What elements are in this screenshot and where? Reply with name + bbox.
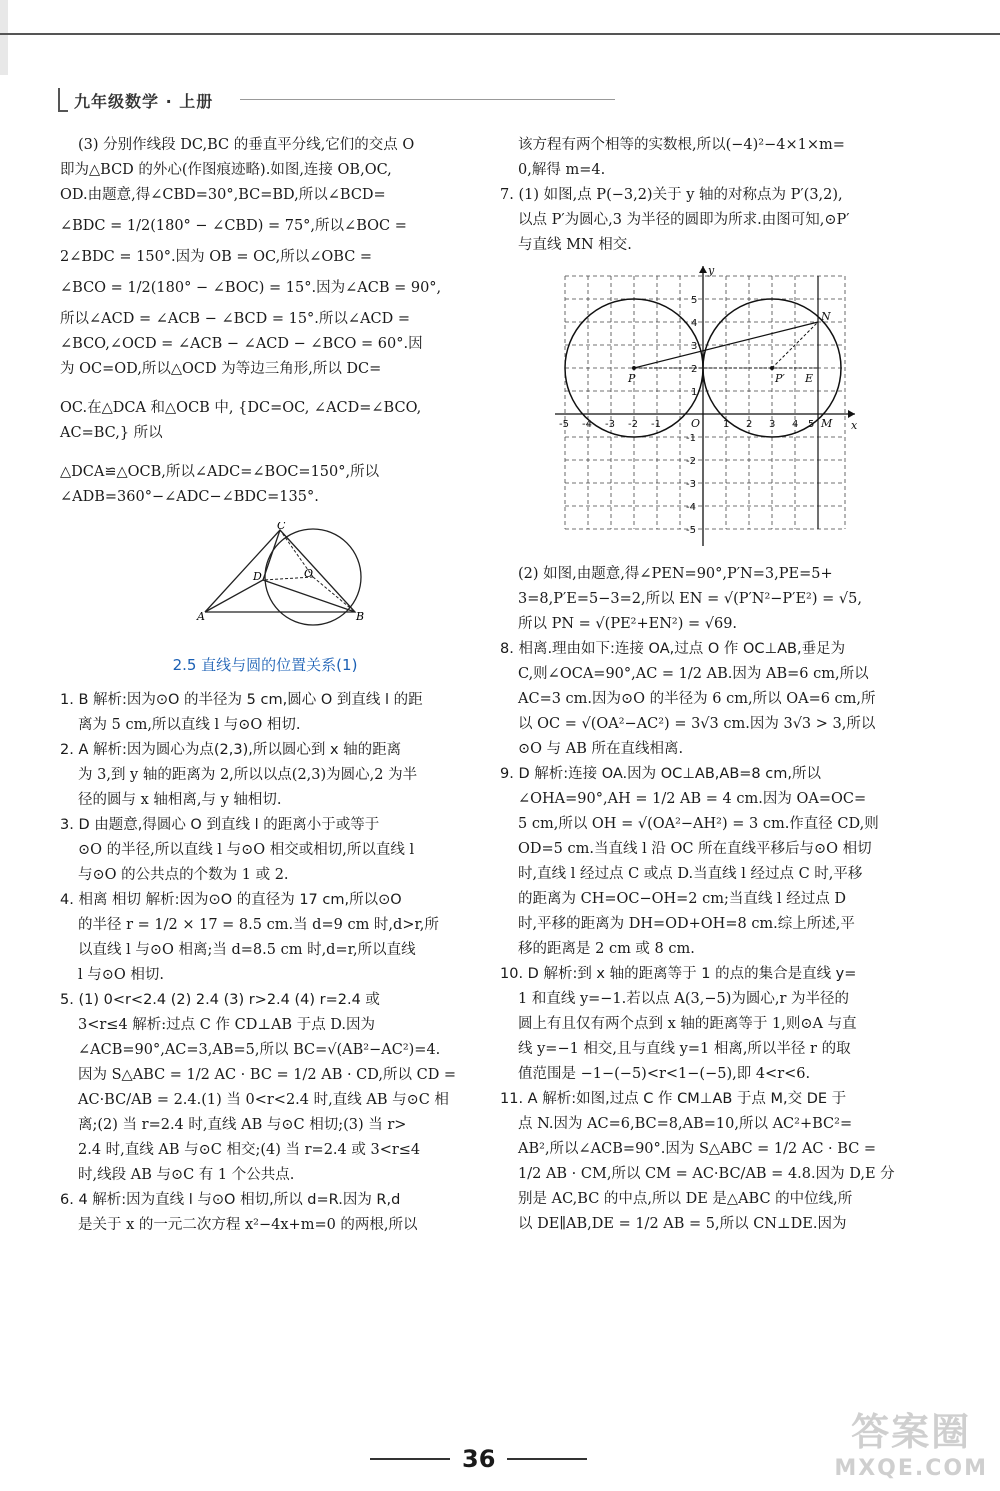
text-line: 即为△BCD 的外心(作图痕迹略).如图,连接 OB,OC,	[60, 162, 392, 178]
text-line: 移的距离是 2 cm 或 8 cm.	[518, 941, 695, 957]
running-header	[58, 88, 213, 112]
text-line: ∠BCO,∠OCD = ∠ACB − ∠ACD − ∠BCO = 60°.因	[60, 336, 423, 352]
point-p	[632, 366, 636, 370]
text-line: 11. A 解析:如图,过点 C 作 CM⊥AB 于点 M,交 DE 于	[500, 1091, 847, 1107]
site-watermark	[834, 1401, 988, 1481]
y-tick: -4	[686, 502, 696, 513]
y-tick: 1	[691, 387, 698, 398]
text-line: 以 OC = √(OA²−AC²) = 3√3 cm.因为 3√3 > 3,所以	[518, 716, 876, 732]
text-line: 4. 相离 相切 解析:因为⊙O 的直径为 17 cm,所以⊙O	[60, 892, 402, 908]
text-line: 7. (1) 如图,点 P(−3,2)关于 y 轴的对称点为 P′(3,2),	[500, 187, 843, 203]
watermark-url: MXQE.COM	[834, 1456, 988, 1481]
segment-dc	[263, 530, 280, 580]
text-line: ∠ACB=90°,AC=3,AB=5,所以 BC=√(AB²−AC²)=4.	[78, 1042, 441, 1058]
coordinate-graph	[555, 266, 865, 556]
text-line: AC·BC/AB = 2.4.(1) 当 0<r<2.4 时,直线 AB 与⊙C 相	[78, 1092, 449, 1108]
text-line: ⊙O 与 AB 所在直线相离.	[518, 741, 684, 757]
item-1	[60, 688, 470, 738]
text-line: 3. D 由题意,得圆心 O 到直线 l 的距离小于或等于	[60, 817, 380, 833]
page-number: 36	[462, 1445, 496, 1473]
grid	[565, 276, 845, 529]
right-column	[500, 133, 912, 1237]
text-line: (2) 如图,由题意,得∠PEN=90°,P′N=3,PE=5+	[518, 566, 833, 582]
x-tick: 2	[746, 419, 753, 430]
text-line: ⊙O 的半径,所以直线 l 与⊙O 相交或相切,所以直线 l	[78, 842, 415, 858]
text-line: 以点 P′为圆心,3 为半径的圆即为所求.由图可知,⊙P′	[518, 212, 850, 228]
text-line: 0,解得 m=4.	[518, 162, 606, 178]
y-tick: -3	[686, 479, 696, 490]
label-e: E	[805, 372, 814, 385]
text-line: 值范围是 −1−(−5)<r<1−(−5),即 4<r<6.	[518, 1066, 811, 1082]
triangle-circle-figure	[195, 522, 375, 627]
text-line: 点 N.因为 AC=6,BC=8,AB=10,所以 AC²+BC²=	[518, 1116, 853, 1132]
text-line: 1. B 解析:因为⊙O 的半径为 5 cm,圆心 O 到直线 l 的距	[60, 692, 423, 708]
item-4	[60, 888, 470, 988]
text-line: 的距离为 CH=OC−OH=2 cm;当直线 l 经过点 D	[518, 891, 846, 907]
text-line: C,则∠OCA=90°,AC = 1/2 AB.因为 AB=6 cm,所以	[518, 666, 869, 682]
text-line: 时,线段 AB 与⊙C 有 1 个公共点.	[78, 1167, 295, 1183]
page-footer	[370, 1445, 587, 1473]
text-line: 所以∠ACD = ∠ACB − ∠BCD = 15°.所以∠ACD =	[60, 311, 411, 327]
y-axis-label: y	[708, 266, 715, 277]
page-corner-shade	[0, 0, 8, 75]
text-line: 5 cm,所以 OH = √(OA²−AH²) = 3 cm.作直径 CD,则	[518, 816, 879, 832]
text-line: 9. D 解析:连接 OA.因为 OC⊥AB,AB=8 cm,所以	[500, 766, 821, 782]
item-8	[500, 637, 912, 762]
text-line: 时,直线 l 经过点 C 或点 D.当直线 l 经过点 C 时,平移	[518, 866, 863, 882]
top-border-line	[0, 33, 1000, 35]
text-line: 以 DE∥AB,DE = 1/2 AB = 5,所以 CN⊥DE.因为	[518, 1216, 847, 1232]
text-line: ∠BDC = 1/2(180° − ∠CBD) = 75°,所以∠BOC =	[60, 218, 407, 234]
text-line: ∠OHA=90°,AH = 1/2 AB = 4 cm.因为 OA=OC=	[518, 791, 867, 807]
y-tick: -2	[686, 456, 696, 467]
item-11	[500, 1087, 912, 1237]
text-line: 3=8,P′E=5−3=2,所以 EN = √(P′N²−P′E²) = √5,	[518, 591, 862, 607]
text-line: 因为 S△ABC = 1/2 AC · BC = 1/2 AB · CD,所以 CD =	[78, 1067, 457, 1083]
section-title: 2.5 直线与圆的位置关系(1)	[172, 656, 358, 674]
label-b: B	[356, 610, 365, 623]
text-line: 是关于 x 的一元二次方程 x²−4x+m=0 的两根,所以	[78, 1217, 418, 1233]
text-line: 10. D 解析:到 x 轴的距离等于 1 的点的集合是直线 y=	[500, 966, 857, 982]
text-line: 别是 AC,BC 的中点,所以 DE 是△ABC 的中位线,所	[518, 1191, 853, 1207]
x-tick: -3	[605, 419, 615, 430]
y-tick: 3	[691, 341, 698, 352]
origin-label: O	[691, 417, 701, 430]
text-line: 3<r≤4 解析:过点 C 作 CD⊥AB 于点 D.因为	[78, 1017, 376, 1033]
footer-rule-right	[507, 1458, 587, 1460]
text-line: 所以 PN = √(PE²+EN²) = √69.	[518, 616, 738, 632]
text-line: 径的圆与 x 轴相离,与 y 轴相切.	[78, 792, 282, 808]
y-tick: -5	[686, 525, 696, 536]
label-c: C	[277, 522, 286, 532]
text-line: 时,平移的距离为 DH=OD+OH=8 cm.综上所述,平	[518, 916, 855, 932]
text-line: OC.在△DCA 和△OCB 中, {DC=OC, ∠ACD=∠BCO, AC=BC,} 所以	[60, 400, 422, 441]
text-line: 与直线 MN 相交.	[518, 237, 632, 253]
x-tick: 3	[769, 419, 776, 430]
item-3	[60, 813, 470, 888]
point-p-prime	[770, 366, 774, 370]
segment-ad	[205, 580, 263, 612]
x-tick: -2	[628, 419, 638, 430]
label-o: O	[304, 567, 314, 580]
label-m: M	[821, 417, 833, 430]
item-6	[60, 1188, 470, 1238]
x-tick-labels	[559, 419, 814, 430]
x-axis-label: x	[851, 419, 858, 432]
text-line: 离;(2) 当 r=2.4 时,直线 AB 与⊙C 相切;(3) 当 r>	[78, 1117, 407, 1133]
x-tick: 4	[792, 419, 799, 430]
segment-ob	[313, 577, 355, 612]
header-bracket	[58, 88, 68, 112]
text-line: l 与⊙O 相切.	[78, 967, 165, 983]
watermark-logo-text: 答案圈	[851, 1410, 972, 1454]
x-tick: 5	[808, 419, 815, 430]
text-line: 为 3,到 y 轴的距离为 2,所以以点(2,3)为圆心,2 为半	[78, 767, 418, 783]
y-tick: -1	[686, 433, 696, 444]
y-axis-arrow-icon	[699, 266, 707, 273]
text-line: 2∠BDC = 150°.因为 OB = OC,所以∠OBC =	[60, 249, 373, 265]
text-line: 该方程有两个相等的实数根,所以(−4)²−4×1×m=	[518, 137, 845, 153]
text-line: 6. 4 解析:因为直线 l 与⊙O 相切,所以 d=R.因为 R,d	[60, 1192, 401, 1208]
header-title: 九年级数学 · 上册	[74, 91, 214, 111]
text-line: AC=3 cm.因为⊙O 的半径为 6 cm,所以 OA=6 cm,所	[518, 691, 876, 707]
text-line: △DCA≌△OCB,所以∠ADC=∠BOC=150°,所以	[60, 464, 380, 480]
text-line: OD.由题意,得∠CBD=30°,BC=BD,所以∠BCD=	[60, 187, 386, 203]
item-3-solution	[60, 133, 470, 510]
text-line: 与⊙O 的公共点的个数为 1 或 2.	[78, 867, 289, 883]
x-tick: 1	[723, 419, 730, 430]
text-line: ∠BCO = 1/2(180° − ∠BOC) = 15°.因为∠ACB = 90°,	[60, 280, 442, 296]
x-tick: -4	[582, 419, 592, 430]
text-line: 离为 5 cm,所以直线 l 与⊙O 相切.	[78, 717, 301, 733]
text-line: 圆上有且仅有两个点到 x 轴的距离等于 1,则⊙A 与直	[518, 1016, 857, 1032]
label-a: A	[197, 610, 205, 623]
text-line: 的半径 r = 1/2 × 17 = 8.5 cm.当 d=9 cm 时,d>r,所	[78, 917, 439, 933]
text-line: 以直线 l 与⊙O 相离;当 d=8.5 cm 时,d=r,所以直线	[78, 942, 416, 958]
text-line: 1/2 AB · CM,所以 CM = AC·BC/AB = 4.8.因为 D,E 分	[518, 1166, 895, 1182]
text-line: OD=5 cm.当直线 l 沿 OC 所在直线平移后与⊙O 相切	[518, 841, 872, 857]
header-rule	[240, 99, 615, 100]
left-column	[60, 133, 470, 1238]
label-p: P	[628, 372, 636, 385]
text-line: 5. (1) 0<r<2.4 (2) 2.4 (3) r>2.4 (4) r=2.4 或	[60, 992, 380, 1008]
item-10	[500, 962, 912, 1087]
text-line: AB²,所以∠ACB=90°.因为 S△ABC = 1/2 AC · BC =	[518, 1141, 877, 1157]
x-tick: -5	[559, 419, 569, 430]
label-p-prime: P′	[775, 372, 785, 385]
text-line: 1 和直线 y=−1.若以点 A(3,−5)为圆心,r 为半径的	[518, 991, 850, 1007]
text-line: (3) 分别作线段 DC,BC 的垂直平分线,它们的交点 O	[78, 137, 415, 153]
y-tick: 4	[691, 318, 698, 329]
text-line: ∠ADB=360°−∠ADC−∠BDC=135°.	[60, 489, 319, 505]
text-line: 2.4 时,直线 AB 与⊙C 相交;(4) 当 r=2.4 或 3<r≤4	[78, 1142, 421, 1158]
footer-rule-left	[370, 1458, 450, 1460]
text-line: 线 y=−1 相交,且与直线 y=1 相离,所以半径 r 的取	[518, 1041, 851, 1057]
text-line: 8. 相离.理由如下:连接 OA,过点 O 作 OC⊥AB,垂足为	[500, 641, 846, 657]
item-9	[500, 762, 912, 962]
text-line: 为 OC=OD,所以△OCD 为等边三角形,所以 DC=	[60, 361, 382, 377]
x-axis-arrow-icon	[848, 410, 855, 418]
y-tick: 5	[691, 295, 698, 306]
text-line: 2. A 解析:因为圆心为点(2,3),所以圆心到 x 轴的距离	[60, 742, 402, 758]
item-2	[60, 738, 470, 813]
label-n: N	[821, 310, 831, 323]
item-5	[60, 988, 470, 1188]
x-tick: -1	[651, 419, 661, 430]
y-tick: 2	[691, 364, 698, 375]
label-d: D	[253, 570, 262, 583]
